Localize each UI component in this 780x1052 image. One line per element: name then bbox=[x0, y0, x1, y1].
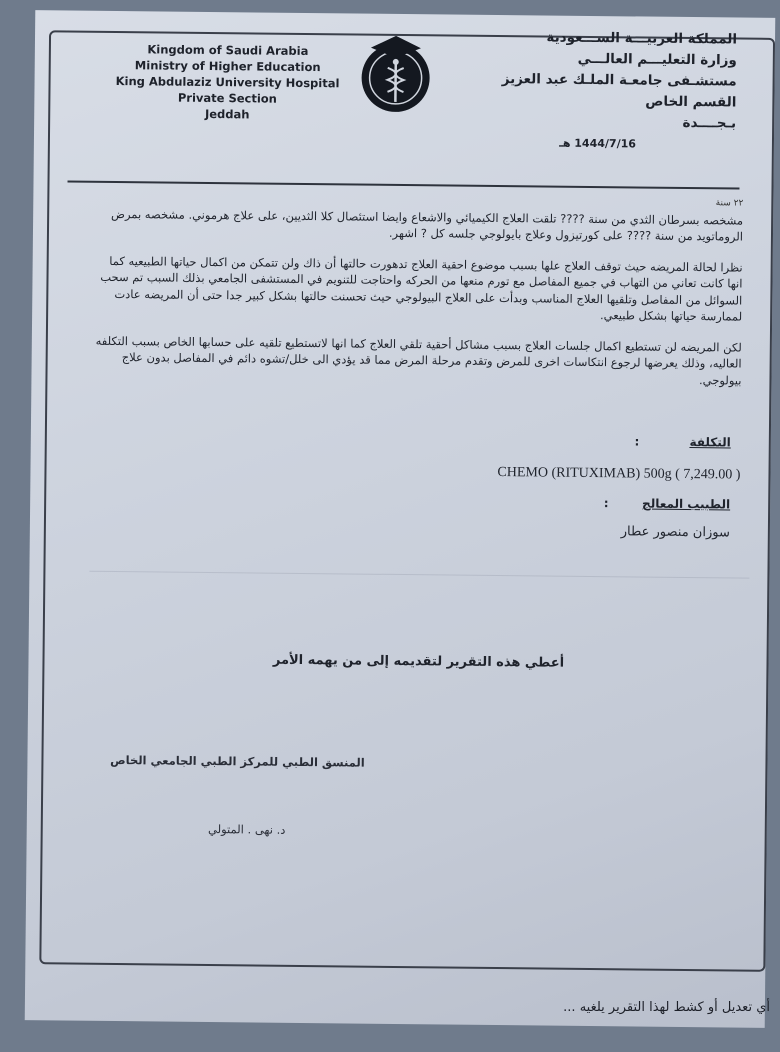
report-paper bbox=[25, 10, 776, 1028]
country-name-ar: المملكة العربيـــة الســـعودية bbox=[546, 29, 738, 48]
english-letterhead bbox=[92, 41, 363, 124]
disclaimer-note: أي تعديل أو كشط لهذا التقرير يلغيه ... bbox=[563, 1000, 770, 1015]
section-name-en: Private Section bbox=[177, 90, 277, 106]
arabic-letterhead bbox=[446, 26, 737, 155]
cost-value: CHEMO (RITUXIMAB) 500g ( 7,249.00 ) bbox=[497, 465, 741, 483]
signer-name: د. نهى . المتولي bbox=[207, 822, 286, 837]
country-name-en: Kingdom of Saudi Arabia bbox=[147, 42, 309, 59]
doctor-colon: : bbox=[603, 496, 609, 511]
city-name-en: Jeddah bbox=[204, 106, 250, 122]
hospital-name-en: King Abdulaziz University Hospital bbox=[115, 73, 340, 91]
university-emblem-icon bbox=[354, 32, 437, 117]
report-body bbox=[91, 189, 743, 403]
doctor-heading bbox=[604, 496, 730, 511]
closing-statement: أعطي هذه التقرير لتقديمه إلى من يهمه الأمر bbox=[272, 652, 565, 671]
prognosis-paragraph: لكن المريضه لن تستطيع اكمال جلسات العلاج بسبب مشاكل أحقية تلقي العلاج كما انها لاتستطيع تلقيه على حسابها الخاص بسبب التكلفه العاليه، وذلك يعرضها لرجوع انتكاسات اخرى للمرض وتقدم مرحلة المرض مما قد يؤدي الى خلل/تشوه دائم في المفاصل بدون علاج بيولوجي. bbox=[95, 333, 742, 388]
city-name-ar: بـجــــدة bbox=[682, 114, 737, 132]
coordinator-title: المنسق الطبي للمركز الطبي الجامعي الخاص bbox=[110, 752, 365, 770]
ministry-name-en: Ministry of Higher Education bbox=[134, 58, 321, 75]
doctor-label: الطبيب المعالج bbox=[642, 496, 731, 512]
cost-label: التكلفة bbox=[689, 435, 731, 450]
cost-colon: : bbox=[634, 434, 640, 449]
doctor-name: سوزان منصور عطار bbox=[620, 524, 730, 541]
cost-heading bbox=[634, 434, 730, 449]
age-note: ٢٢ سنة bbox=[715, 198, 744, 209]
diagnosis-paragraph: مشخصه بسرطان الثدي من سنة ???? تلقت العلاج الكيميائي والاشعاع وايضا استئصال كلا الثديين، على علاج هرموني. مشخصه بمرض الروماتويد من سنة ???? على كورتيزول وعلاج بايولوجي جلسه كل ? اشهر. bbox=[111, 206, 744, 244]
section-name-ar: القسم الخاص bbox=[645, 93, 737, 111]
report-date: 1444/7/16 هـ bbox=[559, 136, 637, 151]
condition-paragraph: نظرا لحالة المريضه حيث توقف العلاج علها بسبب موضوع احقية العلاج تدهورت حالتها أن ذاك ولن تتمكن من اكمال حياتها الطبيعيه كما انها كانت تعاني من التهاب في جميع المفاصل مع تورم منعها من الحركه واحتاجت للتنويم في المستشفى الجامعي بذلك السبب تم سحب السوائل من المفاصل وتلقيها العلاج المناسب وبدأت على العلاج البيولوجي حيث تحسنت حالتها بشكل كبير جدا حتى أن المريضه عادت لممارسة حياتها بشكل طبيعي. bbox=[100, 253, 743, 324]
hospital-name-ar: مستشـفى جامعـة الملـك عبد العزيز bbox=[501, 71, 737, 90]
ministry-name-ar: وزارة التعليـــم العالـــي bbox=[577, 50, 737, 69]
